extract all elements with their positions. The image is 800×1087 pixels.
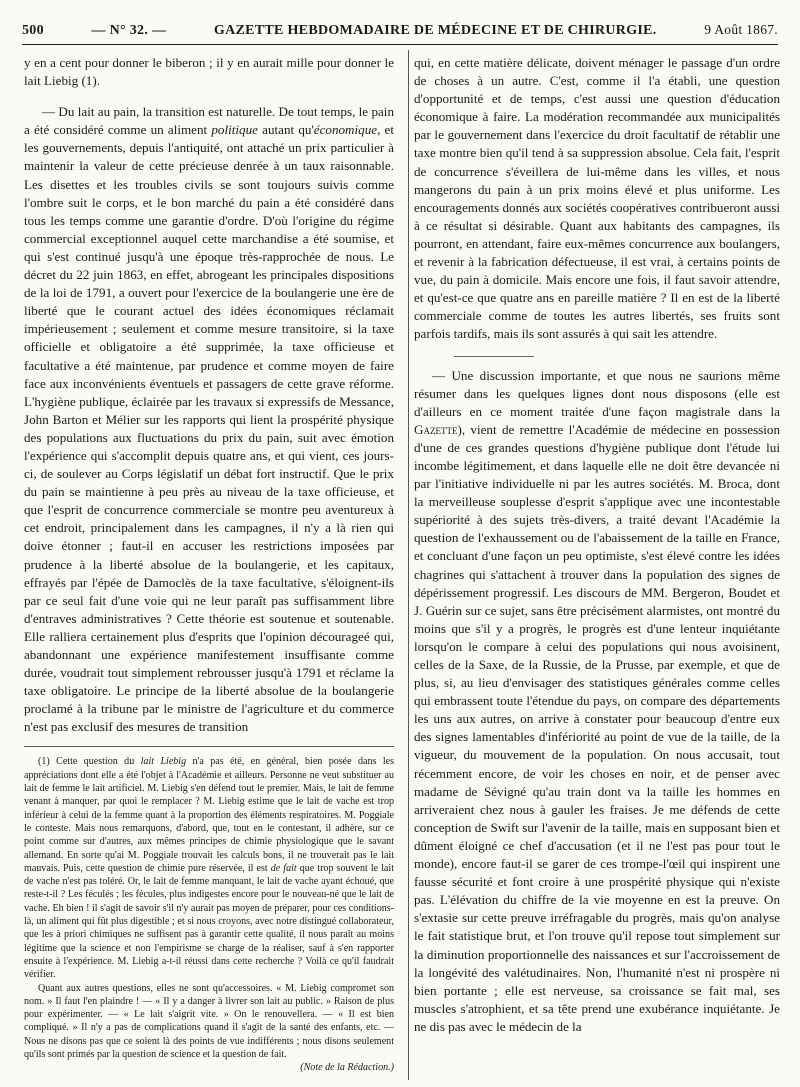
page-header [22,22,778,39]
page-number: 500 [22,23,44,38]
right-paragraph-2: — Une discussion importante, et que nous ne saurions même résumer dans les quelques lignes dont nous disposons (elle est d'ailleurs en ce moment traitée d'une façon magistrale dans la Gazette), vient de remettre l'Académie de médecine en possession d'une de ces grandes questions d'hygiène publique dont l'étude lui incombe légitimement, et dans laquelle elle ne doit être devancée ni par l'initiative individuelle ni par les autres sociétés. M. Broca, dont la merveilleuse souplesse d'esprit s'applique avec une incontestable supériorité à des sujets très-divers, a traité devant l'Académie la question de l'exhaussement ou de l'abaissement de la taille en France, et concluant d'une façon un peu optimiste, s'est élevé contre les idées chagrines qui s'attachent à trouver dans la population des signes de dépérissement progressif. Les discours de MM. Bergeron, Boudet et J. Guérin sur ce sujet, sans être précisément alarmistes, ont montré du moins que s'il y a progrès, le progrès est d'une lenteur inquiétante lorsqu'on le compare à celui des populations qui nous avoisinent, celles de la Saxe, de la Russie, de la Prusse, par exemple, et que de plus, si, au lieu d'envisager des statistiques générales comme celles qui embrassent toute l'étendue du pays, on compare des départements les uns aux autres, on arrive à constater pour beaucoup d'entre eux des signes lamentables d'infériorité au point de vue de la taille, de la vigueur, du mouvement de la population. On nous accusait, tout récemment encore, de voir les choses en noir, et de penser avec madame de Sévigné qu'au train dont va la taille les hommes en arriveraient chez nous à gauler les fraises. Je me défends de cette conception de Swift sur l'avenir de la taille, mais en supposant bien et dûment éloigné ce chef d'accusation (et il ne l'est pas pour tout le monde), encore faut-il se garer de ces trompe-l'œil qui inspirent une fausse sécurité et font croire à une prospérité physique qui n'existe pas. L'élévation du chiffre de la vie moyenne en est la preuve. On s'extasie sur cette preuve irréfragable du progrès, mais qu'on analyse le fait statistique brut, et l'on trouve qu'il repose tout simplement sur la diminution proportionnelle des naissances et sur l'accroissement de la longévité des valétudinaires. Non, l'humanité n'est ni prospère ni bien portante ; elle est nerveuse, sa croissance se fait mal, ses muscles s'atrophient, et sa tête prend une exubérance inquiétante. Je ne dis pas avec le médecin de la [414,367,780,1034]
footnote-rule [24,746,394,747]
journal-title: GAZETTE HEBDOMADAIRE DE MÉDECINE ET DE CHIRURGIE. [213,23,657,38]
footnote-signature: (Note de la Rédaction.) [300,1062,394,1074]
right-column [414,54,780,1036]
issue-number: — N° 32. — [91,23,167,38]
left-column [24,54,394,1075]
left-paragraph-2: — Du lait au pain, la transition est naturelle. De tout temps, le pain a été considéré comme un aliment politique autant qu'économique, et les gouvernements, depuis l'antiquité, ont attaché un prix particulier à maintenir la valeur de cette précieuse denrée à un taux raisonnable. Les disettes et les troubles civils se sont toujours suivis comme l'ombre suit le corps, et le bon marché du pain a été considéré dans tous les temps comme une garantie d'ordre. D'où l'origine du régime commercial exceptionnel auquel cette marchandise a été soumise, et qui s'est continué jusqu'à une époque très-rapprochée de nous. Le décret du 22 juin 1863, en effet, abrogeant les principales dispositions de la loi de 1791, a ouvert pour l'exercice de la boulangerie une ère de liberté que le courant actuel des idées économiques réclamait impérieusement ; seulement et comme mesure transitoire, si la taxe officielle et obligatoire a été supprimée, la taxe officieuse et facultative a été maintenue, par prudence et comme moyen de faire face aux inconvénients éventuels et passagers de cette grave réforme. L'hygiène publique, éclairée par les travaux si expressifs de Messance, John Barton et Mélier sur les rapports qui lient la prospérité physique des populations aux fluctuations du prix du pain, suit avec émotion l'expérience qui s'accomplit depuis quatre ans, et qui vient, ces jours-ci, de soulever au Corps législatif un débat fort instructif. Que le prix du pain se maintienne à peu près au niveau de la taxe officieuse, et que l'esprit de concurrence commerciale se montre peu aventureux à cet endroit, principalement dans les campagnes, il n'y a là rien qui doive étonner ; faut-il en accuser les restrictions imposées par prudence à la liberté absolue de la boulangerie, et les capitaux, effrayés par l'épée de Damoclès de la taxe facultative, s'éloignent-ils par ce seul fait d'une voie qui ne leur paraît pas suffisamment libre d'entraves administratives ? Cette théorie est soutenue et soutenable. Elle ralliera certainement plus d'esprits que l'opinion décourageé qui, abandonnant une expérience manifestement insuffisante comme durée, voudrait tout simplement rebrousser jusqu'à 1791 et réclame la taxe obligatoire. Le principe de la liberté absolue de la boulangerie proclamé à la tribune par le ministre de l'agriculture et du commerce n'est pas exclusif des mesures de transition [24,104,394,735]
right-paragraph-1: qui, en cette matière délicate, doivent ménager le passage d'un ordre de choses à un autre. C'est, comme il l'a établi, une question d'opportunité et de temps, c'est aussi une question d'éducation économique à faire. La modération recommandée aux municipalités par le gouvernement dans l'exercice du droit facultatif de rétablir une taxe montre bien qu'il tend à sa suppression absolue. Cela fait, l'esprit de concurrence s'éveillera de lui-même dans les villes, et nous mangerons du pain à un prix moins élevé et plus uniforme. Les encouragements donnés aux sociétés coopératives contribueront aussi à ce résultat si désirable. Quant aux habitants des campagnes, ils pourront, en attendant, faire eux-mêmes concurrence aux boulangers, et revenir à la fabrication défectueuse, il est vrai, à certains points de vue, du pain à domicile. Mais encore une fois, il faut savoir attendre, et qu'est-ce que quatre ans en pareille matière ? Il en est de la liberté commerciale comme de toutes les autres libertés, ses fruits sont parfois tardifs, mais ils sont assurés à qui sait les attendre. [414,55,780,342]
column-divider [408,50,409,1080]
header-rule [22,44,778,45]
footnote-1: (1) Cette question du lait Liebig n'a pas été, en général, bien posée dans les appréciations dont elle a été l'objet à l'Académie et ailleurs. Personne ne veut substituer au lait de femme le lait artificiel. M. Liebig s'en défend tout le premier. Mais, le lait de femme venant à manquer, par quoi le remplacer ? M. Liebig estime que le lait de vache est trop inférieur à celui de la femme quant à la proportion des éléments respiratoires. M. Poggiale le conteste. Mais nous remarquons, d'abord, que, tout en le contestant, il adhère, sur ce point comme sur d'autres, aux mêmes principes de chimie physiologique que le savant allemand. En sorte qu'ai M. Poggiale trouvait les calculs bons, il ne trouverait pas le lait mauvais. Puis, cette question de chimie pure réservée, il est de fait que trop souvent le lait de vache n'est pas toléré. Or, le lait de femme manquant, le lait de vache ayant échoué, que reste-t-il ? Les féculés ; les fécules, plus indigestes encore pour le nouveau-né que le lait de vache. Eh bien ! il s'agit de savoir s'il n'y aurait pas moyen de préparer, pour ces conditions-là, un aliment qui fût plus digestible ; et si nous croyons, avec notre distingué collaborateur, que les à priori chimiques ne suffisent pas à garantir cette qualité, il nous paraît au moins légitime que la science et non l'empirisme se charge de la réaliser, sauf à s'en rapporter ensuite à l'expérience. M. Liebig a-t-il réussi dans cette recherche ? Voilà ce qu'il faudrait vérifier. [24,756,394,981]
footnote-2: Quant aux autres questions, elles ne sont qu'accessoires. « M. Liebig compromet son nom. » Il faut l'en plaindre ! — « Il y a danger à livrer son lait au public. » Raison de plus pour expérimenter. — « Le lait s'aigrit vite. » On le renouvellera. — « Il est bien compliqué. » Il n'y a pas de complications quand il s'agit de la santé des enfants, etc. — Nous ne disons pas que ce soient là des points de vue indifférents ; nous disons seulement qu'ils sont primés par la question de science et la question de fait. [24,982,394,1060]
footnotes [24,755,394,1074]
issue-date: 9 Août 1867. [704,22,778,37]
left-paragraph-1: y en a cent pour donner le biberon ; il y en aurait mille pour donner le lait Liebig (1). [24,55,394,89]
section-separator [454,356,534,357]
